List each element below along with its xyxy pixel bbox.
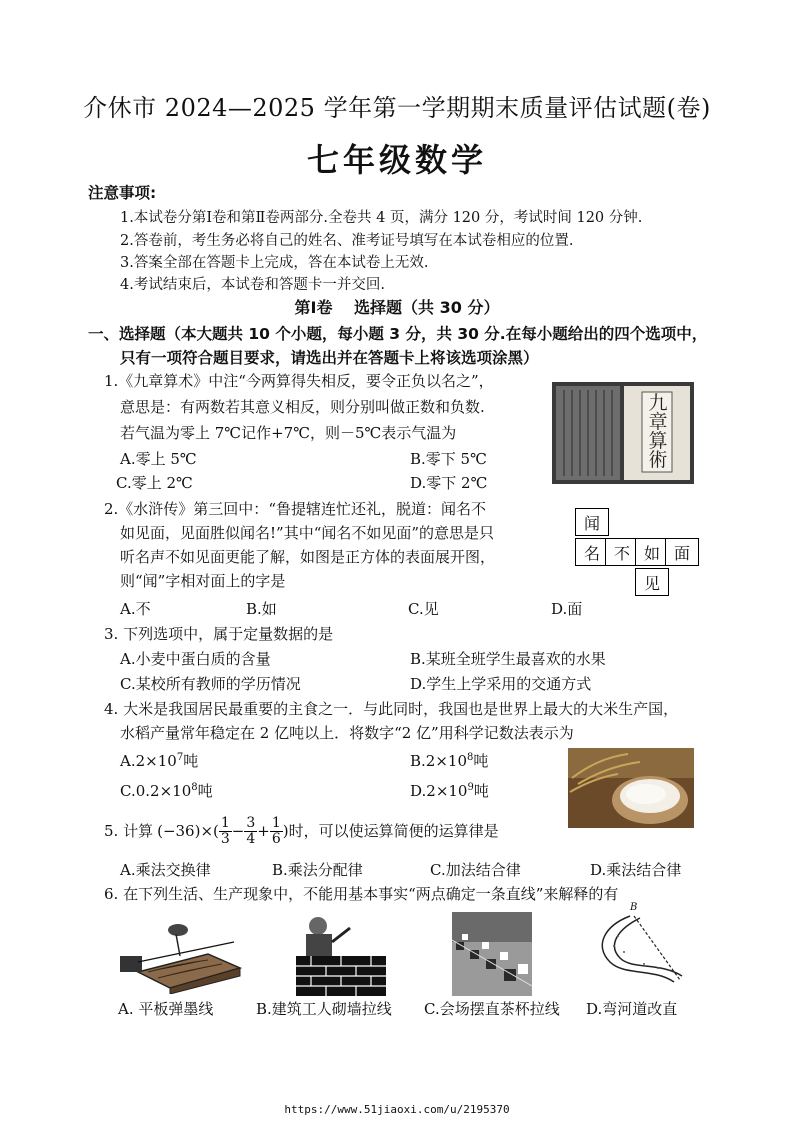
- q4-option-d: [410, 780, 489, 801]
- q4-a-exp: 7: [176, 752, 184, 763]
- q3-option-c: C.某校所有教师的学历情况: [120, 675, 301, 693]
- q4-a-coef: 2: [135, 752, 146, 770]
- q4-d-label: D.: [410, 782, 427, 800]
- q2-line3: 听名声不如见面更能了解，如图是正方体的表面展开图，: [120, 548, 496, 566]
- q1-line1: 1.《九章算术》中注“今两算得失相反，要令正负以名之”，: [104, 372, 494, 390]
- q4-c-times: ×10: [159, 782, 192, 800]
- q2-option-b: B.如: [246, 600, 277, 618]
- q5-option-d: D.乘法结合律: [590, 861, 682, 879]
- q4-b-exp: 8: [467, 752, 474, 763]
- q6-option-c: C.会场摆直茶杯拉线: [424, 1000, 560, 1018]
- q2-option-a: A.不: [120, 600, 151, 618]
- q5-frac-3: [270, 816, 283, 847]
- q3-stem: 3. 下列选项中，属于定量数据的是: [104, 625, 334, 643]
- q2-option-d: D.面: [551, 600, 583, 618]
- q1-option-b: B.零下 5℃: [410, 450, 487, 468]
- q1-line2: 意思是：有两数若其意义相反，则分别叫做正数和负数.: [120, 398, 485, 416]
- q4-option-c: [120, 780, 213, 801]
- q3-option-b: B.某班全班学生最喜欢的水果: [410, 650, 606, 668]
- q5-op-2: +: [257, 822, 270, 840]
- q5-frac-1: [219, 816, 232, 847]
- q4-a-times: ×10: [145, 752, 177, 770]
- book-title-text: 九章算術: [648, 392, 668, 471]
- q5-frac-1-den: 3: [220, 831, 230, 847]
- q5-stem: [104, 816, 499, 847]
- notes-heading: 注意事项:: [88, 184, 157, 202]
- q5-option-c: C.加法结合律: [430, 861, 521, 879]
- q1-option-d: D.零下 2℃: [410, 474, 488, 492]
- net-cell-mian: 面: [665, 538, 699, 566]
- ink-line-board-figure: [118, 912, 244, 994]
- tea-cups-figure: [452, 912, 532, 996]
- q5-option-b: B.乘法分配律: [272, 861, 363, 879]
- q6-option-d: D.弯河道改直: [586, 1000, 678, 1018]
- q4-c-exp: 8: [191, 782, 198, 793]
- section1-line1: 一、选择题（本大题共 10 个小题，每小题 3 分，共 30 分.在每小题给出的四个选项中，: [88, 325, 708, 343]
- q5-op-1: −: [231, 822, 245, 840]
- q4-a-unit: 吨: [183, 752, 199, 770]
- q5-frac-2-den: 4: [246, 831, 256, 847]
- q4-line2: 水稻产量常年稳定在 2 亿吨以上．将数字“2 亿”用科学记数法表示为: [120, 724, 574, 742]
- note-4: 4.考试结束后，本试卷和答题卡一并交回.: [120, 277, 385, 293]
- q6-stem: 6. 在下列生活、生产现象中，不能用基本事实“两点确定一条直线”来解释的有: [104, 885, 619, 903]
- net-cell-ming: 名: [575, 538, 609, 566]
- q5-expr-end: )时，可以使运算简便的运算律是: [282, 822, 499, 840]
- q6-option-a: A. 平板弹墨线: [118, 1000, 214, 1018]
- q4-b-times: ×10: [435, 752, 467, 770]
- q5-frac-2: [244, 816, 257, 847]
- q1-line3: 若气温为零上 7℃记作+7℃，则－5℃表示气温为: [120, 424, 457, 442]
- q5-frac-2-num: 3: [246, 815, 256, 831]
- jiuzhang-suanshu-book-image: [552, 382, 694, 484]
- q2-option-c: C.见: [408, 600, 439, 618]
- note-2: 2.答卷前，考生务必将自己的姓名、准考证号填写在本试卷相应的位置.: [120, 233, 574, 249]
- q4-b-unit: 吨: [473, 752, 489, 770]
- section1-line2: 只有一项符合题目要求，请选出并在答题卡上将该选项涂黑）: [120, 349, 539, 367]
- q5-expr-start: (−36)×(: [157, 822, 219, 840]
- q2-line2: 如见面，见面胜似闻名!”其中“闻名不如见面”的意思是只: [120, 524, 495, 542]
- q4-b-label: B.: [410, 752, 426, 770]
- q1-option-a: A.零上 5℃: [120, 450, 197, 468]
- q3-option-a: A.小麦中蛋白质的含量: [120, 650, 271, 668]
- q5-frac-3-num: 1: [271, 815, 281, 831]
- point-b-label: B: [630, 902, 638, 913]
- q3-option-d: D.学生上学采用的交通方式: [410, 675, 592, 693]
- net-cell-wen: 闻: [575, 508, 609, 536]
- q2-line4: 则“闻”字相对面上的字是: [120, 572, 286, 590]
- q4-d-times: ×10: [435, 782, 468, 800]
- net-cell-bu: 不: [605, 538, 639, 566]
- q5-prefix: 5. 计算: [104, 822, 154, 840]
- q4-c-unit: 吨: [197, 782, 213, 800]
- net-cell-jian: 见: [635, 568, 669, 596]
- q4-d-unit: 吨: [473, 782, 489, 800]
- q5-frac-3-den: 6: [271, 831, 281, 847]
- q6-option-b: B.建筑工人砌墙拉线: [256, 1000, 392, 1018]
- net-cell-ru: 如: [635, 538, 669, 566]
- q4-b-coef: 2: [425, 752, 436, 770]
- brick-wall-figure: [296, 912, 386, 996]
- footer-url[interactable]: https://www.51jiaoxi.com/u/2195370: [284, 1103, 510, 1116]
- q4-option-a: [120, 750, 198, 771]
- river-straightening-figure: [594, 902, 690, 996]
- part1-title: 第Ⅰ卷 选择题（共 30 分）: [294, 298, 500, 317]
- cube-net-diagram: [575, 508, 715, 600]
- note-1: 1.本试卷分第Ⅰ卷和第Ⅱ卷两部分.全卷共 4 页，满分 120 分，考试时间 120 分钟.: [120, 210, 643, 226]
- q4-line1: 4. 大米是我国居民最重要的主食之一．与此同时，我国也是世界上最大的大米生产国，: [104, 700, 679, 718]
- q5-frac-1-num: 1: [220, 815, 230, 831]
- rice-image: [568, 748, 694, 828]
- q4-d-exp: 9: [467, 782, 474, 793]
- exam-subject: 七年级数学: [306, 141, 487, 179]
- q4-d-coef: 2: [426, 782, 436, 800]
- q4-c-coef: 0.2: [135, 782, 160, 800]
- q4-a-label: A.: [120, 752, 136, 770]
- q1-option-c: C.零上 2℃: [116, 474, 193, 492]
- note-3: 3.答案全部在答题卡上完成，答在本试卷上无效.: [120, 255, 429, 271]
- q2-line1: 2.《水浒传》第三回中：“鲁提辖连忙还礼，脱道：闻名不: [104, 500, 486, 518]
- q4-option-b: [410, 750, 488, 771]
- exam-title: 介休市 2024—2025 学年第一学期期末质量评估试题(卷): [83, 94, 711, 122]
- q4-c-label: C.: [120, 782, 136, 800]
- q5-option-a: A.乘法交换律: [120, 861, 211, 879]
